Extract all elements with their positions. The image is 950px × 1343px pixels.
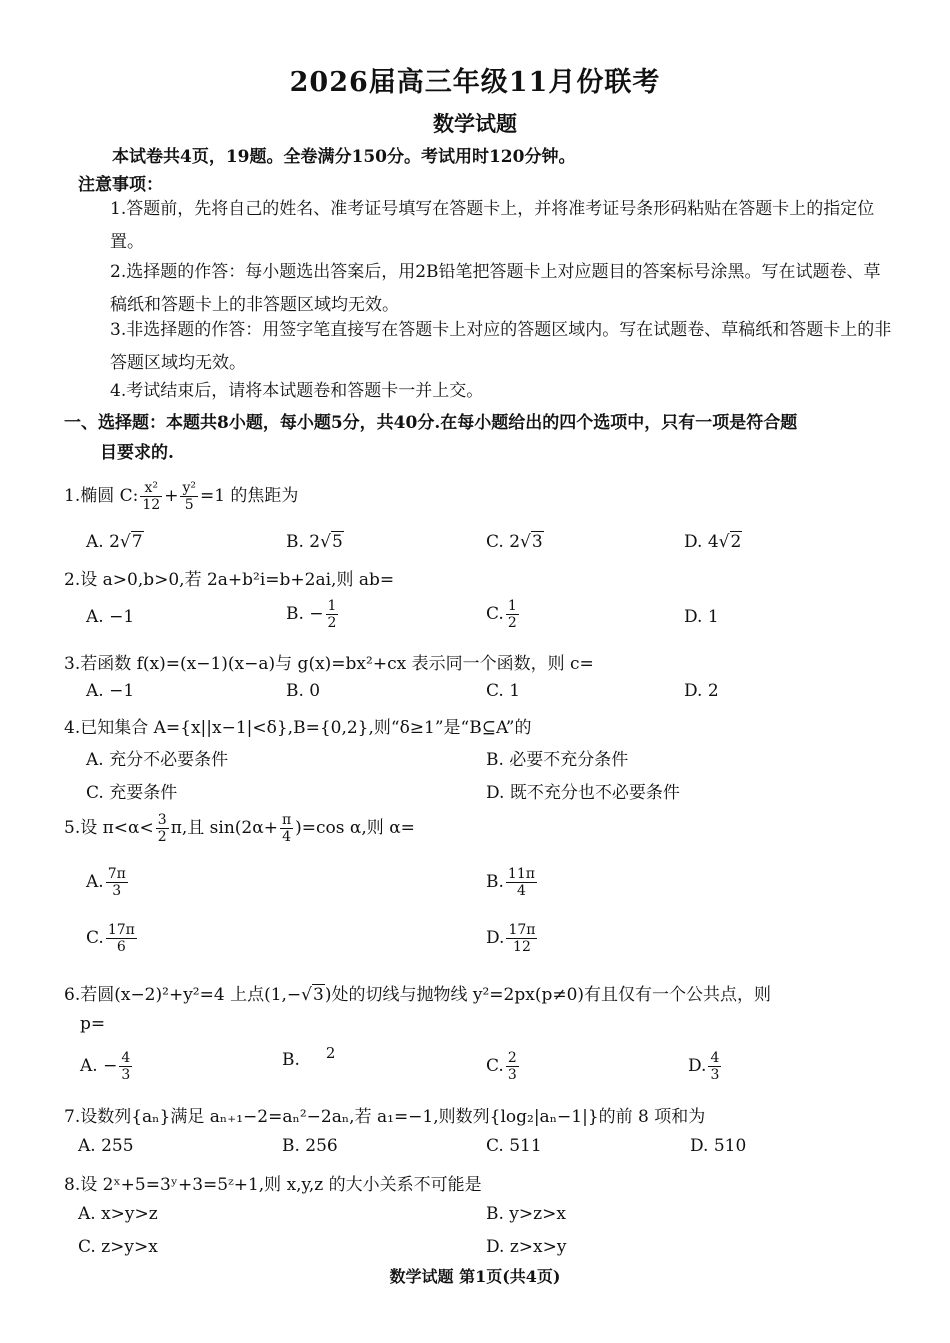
q6-option-c-prefix: C. <box>486 1056 504 1076</box>
q4-option-d[interactable]: D. 既不充分也不必要条件 <box>486 783 680 803</box>
question-7: 7.设数列{aₙ}满足 aₙ₊₁−2=aₙ²−2aₙ,若 a₁=−1,则数列{log₂|aₙ−1|}的前 8 项和为 <box>64 1107 706 1127</box>
exam-info: 本试卷共4页，19题。全卷满分150分。考试用时120分钟。 <box>112 147 576 167</box>
q5-option-a-den: 3 <box>112 883 122 899</box>
question-6-line-2: p= <box>80 1014 106 1034</box>
q5-option-d-label: D. <box>486 928 505 948</box>
q8-option-a[interactable]: A. x>y>z <box>78 1204 158 1224</box>
q3-option-b[interactable]: B. 0 <box>286 681 321 701</box>
q1-frac-x-num: x² <box>140 480 162 497</box>
q1-option-c-rad: 3 <box>531 532 543 552</box>
question-3: 3.若函数 f(x)=(x−1)(x−a)与 g(x)=bx²+cx 表示同一个函数，则 c= <box>64 654 594 674</box>
q6-option-a-prefix: A. − <box>80 1056 118 1076</box>
q5-option-b-frac <box>506 866 537 899</box>
q5-option-c-num: 17π <box>107 922 135 938</box>
q2-option-c-num: 1 <box>507 598 517 614</box>
q5-option-c-label: C. <box>86 928 104 948</box>
q6-option-c-frac <box>506 1050 519 1083</box>
q2-option-b[interactable] <box>286 598 340 631</box>
q6-option-b-num: 2 <box>325 1044 336 1062</box>
q6-line1-rad: 3 <box>313 985 324 1005</box>
q3-option-c[interactable]: C. 1 <box>486 681 521 701</box>
q1-frac-x-den: 12 <box>142 497 161 513</box>
notice-item-4-text: 4.考试结束后，请将本试题卷和答题卡一并上交。 <box>110 381 484 401</box>
q2-option-c[interactable] <box>486 598 521 631</box>
q5-suffix: )=cos α,则 α= <box>295 818 415 838</box>
q6-option-b-prefix: B. <box>282 1050 300 1070</box>
q2-option-d[interactable]: D. 1 <box>684 607 719 627</box>
q6-line1-a: 6.若圆(x−2)²+y²=4 上点(1,− <box>64 985 302 1005</box>
q5-option-b-label: B. <box>486 872 504 892</box>
q5-option-c-den: 6 <box>116 939 126 955</box>
q6-option-d[interactable] <box>688 1050 723 1083</box>
notice-item-1-text: 1.答题前，先将自己的姓名、准考证号填写在答题卡上，并将准考证号条形码粘贴在答题卡上的指定位置。 <box>110 199 875 252</box>
q6-option-d-den: 3 <box>710 1067 720 1083</box>
question-4: 4.已知集合 A={x||x−1|<δ},B={0,2},则“δ≥1”是“B⊆A”的 <box>64 718 532 738</box>
question-1 <box>64 480 924 513</box>
q1-option-a-rad: 7 <box>131 532 143 552</box>
q5-option-b[interactable] <box>486 866 539 899</box>
q4-option-a[interactable]: A. 充分不必要条件 <box>86 750 229 770</box>
q5-option-b-den: 4 <box>516 883 526 899</box>
section-heading-line2: 目要求的. <box>100 443 174 463</box>
q2-option-b-num: 1 <box>327 598 337 614</box>
q1-frac-y <box>180 480 198 513</box>
q5-frac-b <box>280 812 293 845</box>
q8-option-c[interactable]: C. z>y>x <box>78 1237 158 1257</box>
notice-item-3-text: 3.非选择题的作答：用签字笔直接写在答题卡上对应的答题区域内。写在试题卷、草稿纸和答题卡上的非答题区域均无效。 <box>110 320 892 373</box>
q5-option-a[interactable] <box>86 866 130 899</box>
q6-option-a-frac <box>119 1050 132 1083</box>
notice-item-2 <box>74 256 894 322</box>
q2-option-b-den: 2 <box>327 615 337 631</box>
q3-option-a[interactable]: A. −1 <box>86 681 135 701</box>
q5-option-c[interactable] <box>86 922 139 955</box>
question-2: 2.设 a>0,b>0,若 2a+b²i=b+2ai,则 ab= <box>64 570 395 590</box>
q2-option-c-prefix: C. <box>486 604 504 624</box>
q2-option-b-frac <box>326 598 339 631</box>
q5-option-b-num: 11π <box>507 866 535 882</box>
notice-item-1 <box>74 193 894 259</box>
q5-option-d-frac <box>506 922 537 955</box>
q4-option-b[interactable]: B. 必要不充分条件 <box>486 750 629 770</box>
q1-frac-y-num: y² <box>182 480 196 496</box>
q8-option-d[interactable]: D. z>x>y <box>486 1237 567 1257</box>
q5-option-a-frac <box>106 866 128 899</box>
page-footer: 数学试题 第1页(共4页) <box>389 1267 561 1286</box>
q1-option-a-label: A. 2 <box>86 532 120 552</box>
section-heading-line1: 一、选择题：本题共8小题，每小题5分，共40分.在每小题给出的四个选项中，只有一项是符合题 <box>64 413 798 433</box>
notice-heading: 注意事项： <box>78 175 163 195</box>
q2-option-a[interactable]: A. −1 <box>86 607 135 627</box>
notice-item-2-text: 2.选择题的作答：每小题选出答案后，用2B铅笔把答题卡上对应题目的答案标号涂黑。写在试题卷、草稿纸和答题卡上的非答题区域均无效。 <box>110 262 881 315</box>
notice-item-3 <box>74 314 894 380</box>
q5-option-a-num: 7π <box>107 866 126 882</box>
q1-option-d-rad: 2 <box>730 532 742 552</box>
q4-option-c[interactable]: C. 充要条件 <box>86 783 178 803</box>
q6-line1-b: )处的切线与抛物线 y²=2px(p≠0)有且仅有一个公共点，则 <box>324 985 772 1005</box>
q5-frac-b-num: π <box>281 812 292 828</box>
exam-subtitle: 数学试题 <box>433 111 517 136</box>
q6-option-d-frac <box>708 1050 721 1083</box>
q8-option-b[interactable]: B. y>z>x <box>486 1204 566 1224</box>
question-5 <box>64 812 924 845</box>
q6-option-a-den: 3 <box>121 1067 131 1083</box>
q5-frac-a-num: 3 <box>157 812 167 828</box>
q5-prefix: 5.设 π<α< <box>64 818 154 838</box>
q1-option-c[interactable]: C. 2√3 <box>486 532 543 552</box>
q6-option-c[interactable] <box>486 1050 521 1083</box>
q5-option-d-num: 17π <box>508 922 536 938</box>
q6-option-a-num: 4 <box>121 1050 131 1066</box>
q5-frac-a-den: 2 <box>157 829 167 845</box>
q5-frac-b-den: 4 <box>282 829 292 845</box>
q7-option-a[interactable]: A. 255 <box>78 1136 134 1156</box>
q1-option-d-label: D. 4 <box>684 532 719 552</box>
q7-option-b[interactable]: B. 256 <box>282 1136 338 1156</box>
q7-option-d[interactable]: D. 510 <box>690 1136 747 1156</box>
q1-option-b-label: B. 2 <box>286 532 321 552</box>
q7-option-c[interactable]: C. 511 <box>486 1136 542 1156</box>
q1-option-c-label: C. 2 <box>486 532 521 552</box>
q5-frac-a <box>156 812 169 845</box>
q6-option-c-den: 3 <box>507 1067 517 1083</box>
exam-title: 2026届高三年级11月份联考 <box>289 67 661 98</box>
q1-option-b[interactable]: B. 2√5 <box>286 532 343 552</box>
q2-option-c-frac <box>506 598 519 631</box>
q2-option-b-prefix: B. − <box>286 604 324 624</box>
q5-option-d-den: 12 <box>513 939 531 955</box>
question-8: 8.设 2ˣ+5=3ʸ+3=5ᶻ+1,则 x,y,z 的大小关系不可能是 <box>64 1175 482 1195</box>
q5-mid: π,且 sin(2α+ <box>170 818 278 838</box>
q1-frac-x <box>140 480 162 513</box>
q6-option-d-num: 4 <box>710 1050 720 1066</box>
q5-option-a-label: A. <box>86 872 104 892</box>
q2-option-c-den: 2 <box>507 615 517 631</box>
q1-option-b-rad: 5 <box>331 532 343 552</box>
q1-option-a[interactable]: A. 2√7 <box>86 532 143 552</box>
q1-plus: + <box>164 486 179 506</box>
q5-option-d[interactable] <box>486 922 539 955</box>
q6-option-b[interactable] <box>282 1044 336 1070</box>
q1-suffix: =1 的焦距为 <box>199 486 299 506</box>
question-6-line-1: 6.若圆(x−2)²+y²=4 上点(1,−√3)处的切线与抛物线 y²=2px(p≠0)有且仅有一个公共点，则 <box>64 985 772 1005</box>
notice-item-4 <box>74 375 894 408</box>
section-heading <box>64 408 904 468</box>
q1-prefix: 1.椭圆 C: <box>64 486 139 506</box>
q6-option-a[interactable] <box>80 1050 134 1083</box>
q5-option-c-frac <box>106 922 137 955</box>
q3-option-d[interactable]: D. 2 <box>684 681 719 701</box>
q1-option-d[interactable]: D. 4√2 <box>684 532 742 552</box>
q6-option-c-num: 2 <box>507 1050 517 1066</box>
q1-frac-y-den: 5 <box>184 497 194 513</box>
q6-option-d-prefix: D. <box>688 1056 707 1076</box>
